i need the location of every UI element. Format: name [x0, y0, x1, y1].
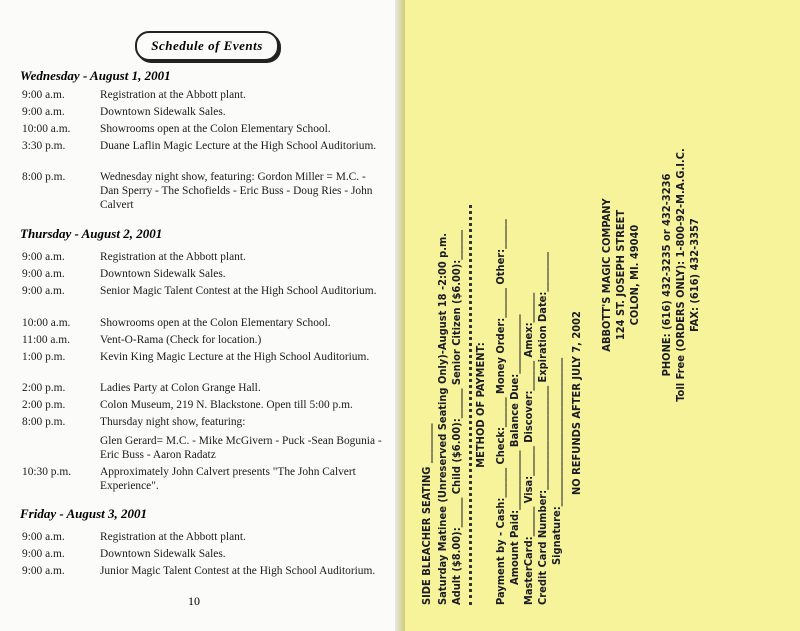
dotted-separator — [469, 205, 472, 605]
event-desc: Downtown Sidewalk Sales. — [100, 268, 226, 280]
order-form — [420, 85, 585, 605]
matinee-line: Saturday Matinee (Unreserved Seating Only)-August 18 -2:00 p.m. — [436, 232, 449, 605]
event-time: 10:30 p.m. — [22, 466, 72, 478]
day-heading-wednesday: Wednesday - August 1, 2001 — [20, 68, 171, 83]
payment-line-4: Credit Card Number:_____________________ Expiration Date:________ — [536, 252, 549, 605]
event-time: 11:00 a.m. — [22, 334, 70, 346]
event-time: 9:00 a.m. — [22, 531, 65, 543]
event-desc: Thursday night show, featuring: — [100, 416, 246, 428]
day-heading-friday: Friday - August 3, 2001 — [20, 506, 148, 521]
event-time: 9:00 a.m. — [22, 285, 65, 297]
event-time: 9:00 a.m. — [22, 106, 65, 118]
bleacher-line: SIDE BLEACHER SEATING ________ — [420, 423, 433, 605]
event-time: 2:00 p.m. — [22, 382, 66, 394]
page-number: 10 — [188, 594, 200, 608]
event-time: 8:00 p.m. — [22, 171, 66, 183]
event-desc: Registration at the Abbott plant. — [100, 531, 246, 543]
event-desc: Ladies Party at Colon Grange Hall. — [100, 382, 261, 394]
company-fax: FAX: (616) 432-3357 — [688, 218, 701, 332]
event-time: 10:00 a.m. — [22, 123, 71, 135]
event-desc: Registration at the Abbott plant. — [100, 251, 246, 263]
payment-line-1: Payment by - Cash:______ Check:______ Money Order:______ Other:______ — [494, 219, 507, 605]
event-desc: Wednesday night show, featuring: Gordon Miller = M.C. - Dan Sperry - The Schofields - Eric Buss - Doug Ries - John Calvert — [100, 171, 373, 211]
event-desc: Registration at the Abbott plant. — [100, 89, 246, 101]
day-heading-thursday: Thursday - August 2, 2001 — [20, 226, 163, 241]
company-street: 124 ST. JOSEPH STREET — [614, 209, 627, 341]
event-time: 9:00 a.m. — [22, 548, 65, 560]
event-desc: Vent-O-Rama (Check for location.) — [100, 334, 262, 346]
payment-method-heading: METHOD OF PAYMENT: — [474, 342, 487, 468]
event-desc: Approximately John Calvert presents "The John Calvert Experience". — [100, 466, 356, 492]
event-desc: Glen Gerard= M.C. - Mike McGivern - Puck -Sean Bogunia - Eric Buss - Aaron Radatz — [100, 435, 382, 461]
company-info — [600, 85, 765, 465]
event-desc: Duane Laflin Magic Lecture at the High School Auditorium. — [100, 140, 377, 152]
event-desc: Junior Magic Talent Contest at the High School Auditorium. — [100, 565, 376, 577]
event-time: 3:30 p.m. — [22, 140, 66, 152]
payment-line-3: MasterCard:______ Visa:______ Discover:______ Amex:______ — [522, 292, 535, 605]
company-tollfree: Toll Free (ORDERS ONLY): 1-800-92-M.A.G.I.C. — [674, 148, 687, 402]
event-time: 8:00 p.m. — [22, 416, 66, 428]
event-time: 2:00 p.m. — [22, 399, 66, 411]
company-name: ABBOTT'S MAGIC COMPANY — [600, 198, 613, 352]
page-gutter — [395, 0, 405, 631]
event-time: 10:00 a.m. — [22, 317, 71, 329]
event-desc: Senior Magic Talent Contest at the High School Auditorium. — [100, 285, 377, 297]
event-desc: Kevin King Magic Lecture at the High School Auditorium. — [100, 351, 370, 363]
event-desc: Showrooms open at the Colon Elementary School. — [100, 317, 331, 329]
prices-line: Adult ($8.00):______ Child ($6.00):______ Senior Citizen ($6.00):______ — [450, 230, 463, 605]
event-desc: Showrooms open at the Colon Elementary School. — [100, 123, 331, 135]
event-time: 9:00 a.m. — [22, 565, 65, 577]
refund-notice: NO REFUNDS AFTER JULY 7, 2002 — [570, 311, 583, 495]
event-time: 1:00 p.m. — [22, 351, 66, 363]
event-desc: Downtown Sidewalk Sales. — [100, 548, 226, 560]
event-desc: Downtown Sidewalk Sales. — [100, 106, 226, 118]
event-desc: Colon Museum, 219 N. Blackstone. Open till 5:00 p.m. — [100, 399, 353, 411]
event-time: 9:00 a.m. — [22, 268, 65, 280]
payment-line-2: Amount Paid:____________ Balance Due:____________ — [508, 314, 521, 585]
company-phone: PHONE: (616) 432-3235 or 432-3236 — [660, 173, 673, 377]
payment-line-5: Signature:______________________________ — [550, 357, 563, 565]
company-city: COLON, MI. 49040 — [628, 224, 641, 326]
event-time: 9:00 a.m. — [22, 89, 65, 101]
event-time: 9:00 a.m. — [22, 251, 65, 263]
schedule-banner: Schedule of Events — [135, 31, 279, 61]
